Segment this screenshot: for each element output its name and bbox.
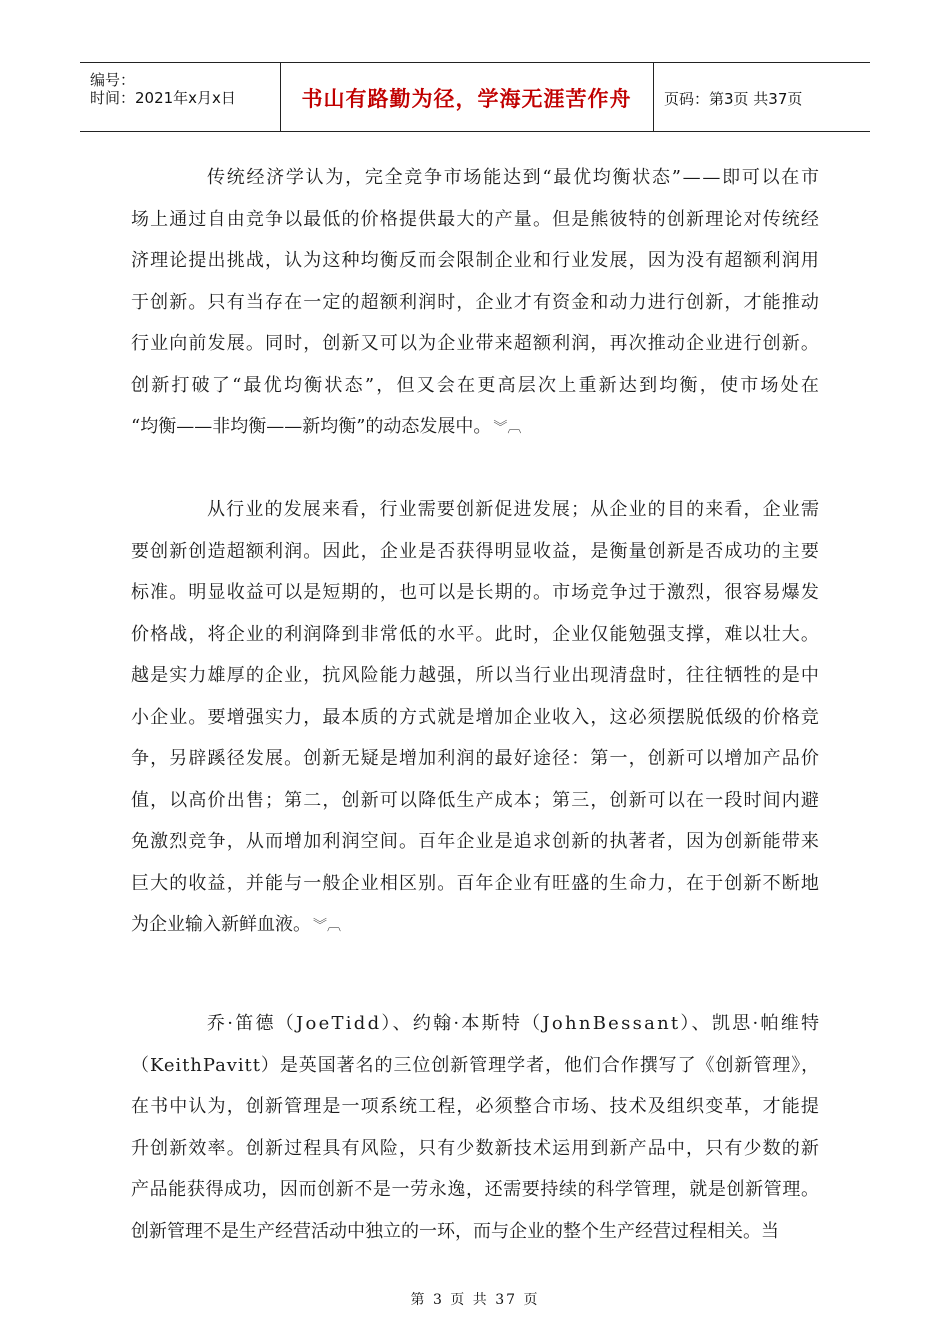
paragraph-line — [131, 831, 820, 853]
paragraph-line — [131, 873, 820, 895]
paragraph-line — [131, 1138, 820, 1160]
paragraph-line — [131, 375, 821, 397]
paragraph-line — [207, 167, 821, 189]
header-motto: 书山有路勤为径，学海无涯苦作舟 — [301, 87, 632, 111]
paragraph-line — [131, 790, 820, 812]
line-text: 升创新效率。创新过程具有风险，只有少数新技术运用到新产品中，只有少数的新 — [131, 1137, 821, 1159]
time-label: 时间：2021年x月x日 — [90, 89, 236, 107]
line-text: 济理论提出挑战，认为这种均衡反而会限制企业和行业发展，因为没有超额利润用 — [131, 250, 821, 271]
paragraph-end-mark: ︾︹ — [313, 918, 341, 934]
line-text: 行业向前发展。同时，创新又可以为企业带来超额利润，再次推动企业进行创新。 — [131, 333, 821, 354]
line-text: 场上通过自由竞争以最低的价格提供最大的产量。但是熊彼特的创新理论对传统经 — [131, 208, 821, 230]
paragraph-line — [131, 1055, 820, 1077]
paragraph-line — [131, 1096, 820, 1118]
header-page-cell — [654, 63, 870, 131]
header-page-ref: 页码：第3页 共37页 — [664, 90, 803, 108]
paragraph-line — [207, 499, 820, 521]
paragraph-line — [131, 416, 521, 439]
line-text: 从行业的发展来看，行业需要创新促进发展；从企业的目的来看，企业需 — [207, 499, 821, 520]
paragraph-line — [131, 209, 820, 231]
line-text: 越是实力雄厚的企业，抗风险能力越强，所以当行业出现清盘时，往往牺牲的是中 — [131, 665, 821, 686]
serial-label: 编号： — [90, 71, 136, 89]
paragraph-line — [131, 748, 820, 770]
line-text: 产品能获得成功，因而创新不是一劳永逸，还需要持续的科学管理，就是创新管理。 — [131, 1179, 820, 1200]
line-text: （KeithPavitt）是英国著名的三位创新管理学者，他们合作撰写了《创新管理》， — [131, 1054, 821, 1076]
line-text: 争，另辟蹊径发展。创新无疑是增加利润的最好途径：第一，创新可以增加产品价 — [131, 748, 821, 769]
line-text: 为企业输入新鲜血液。 — [131, 914, 311, 935]
line-text: 传统经济学认为，完全竞争市场能达到“最优均衡状态”——即可以在市 — [207, 167, 821, 188]
line-text: 小企业。要增强实力，最本质的方式就是增加企业收入，这必须摆脱低级的价格竞 — [131, 706, 821, 728]
line-text: 价格战，将企业的利润降到非常低的水平。此时，企业仅能勉强支撑，难以壮大。 — [131, 623, 821, 645]
line-text: 创新打破了“最优均衡状态”，但又会在更高层次上重新达到均衡，使市场处在 — [131, 374, 822, 396]
page-footer: 第 3 页 共 37 页 — [410, 1292, 540, 1308]
paragraph-line — [131, 707, 820, 729]
line-text: 巨大的收益，并能与一般企业相区别。百年企业有旺盛的生命力，在于创新不断地 — [131, 872, 821, 894]
paragraph-line — [131, 250, 820, 272]
paragraph-line — [131, 1221, 779, 1243]
paragraph-line — [131, 624, 820, 646]
paragraph-line — [131, 1179, 820, 1201]
line-text: 要创新创造超额利润。因此，企业是否获得明显收益，是衡量创新是否成功的主要 — [131, 540, 821, 562]
line-text: 创新管理不是生产经营活动中独立的一环，而与企业的整个生产经营过程相关。当 — [131, 1220, 779, 1242]
line-text: 免激烈竞争，从而增加利润空间。百年企业是追求创新的执著者，因为创新能带来 — [131, 831, 821, 852]
line-text: 于创新。只有当存在一定的超额利润时，企业才有资金和动力进行创新，才能推动 — [131, 291, 821, 313]
paragraph-end-mark: ︾︹ — [493, 420, 522, 436]
line-text: 在书中认为，创新管理是一项系统工程，必须整合市场、技术及组织变革，才能提 — [131, 1096, 821, 1117]
page-header — [80, 62, 870, 132]
paragraph-line — [207, 1013, 821, 1035]
line-text: 值，以高价出售；第二，创新可以降低生产成本；第三，创新可以在一段时间内避 — [131, 789, 821, 811]
header-meta-cell — [80, 63, 281, 131]
header-motto-cell — [280, 63, 654, 131]
paragraph-line — [131, 541, 820, 563]
paragraph-line — [131, 665, 820, 687]
line-text: 标准。明显收益可以是短期的，也可以是长期的。市场竞争过于激烈，很容易爆发 — [131, 582, 821, 603]
paragraph-line — [131, 333, 820, 355]
paragraph-line — [131, 914, 341, 937]
paragraph-line — [131, 292, 820, 314]
line-text: “均衡——非均衡——新均衡”的动态发展中。 — [131, 416, 492, 437]
paragraph-line — [131, 582, 820, 604]
line-text: 乔·笛德（JoeTidd）、约翰·本斯特（JohnBessant）、凯思·帕维特 — [207, 1013, 822, 1034]
